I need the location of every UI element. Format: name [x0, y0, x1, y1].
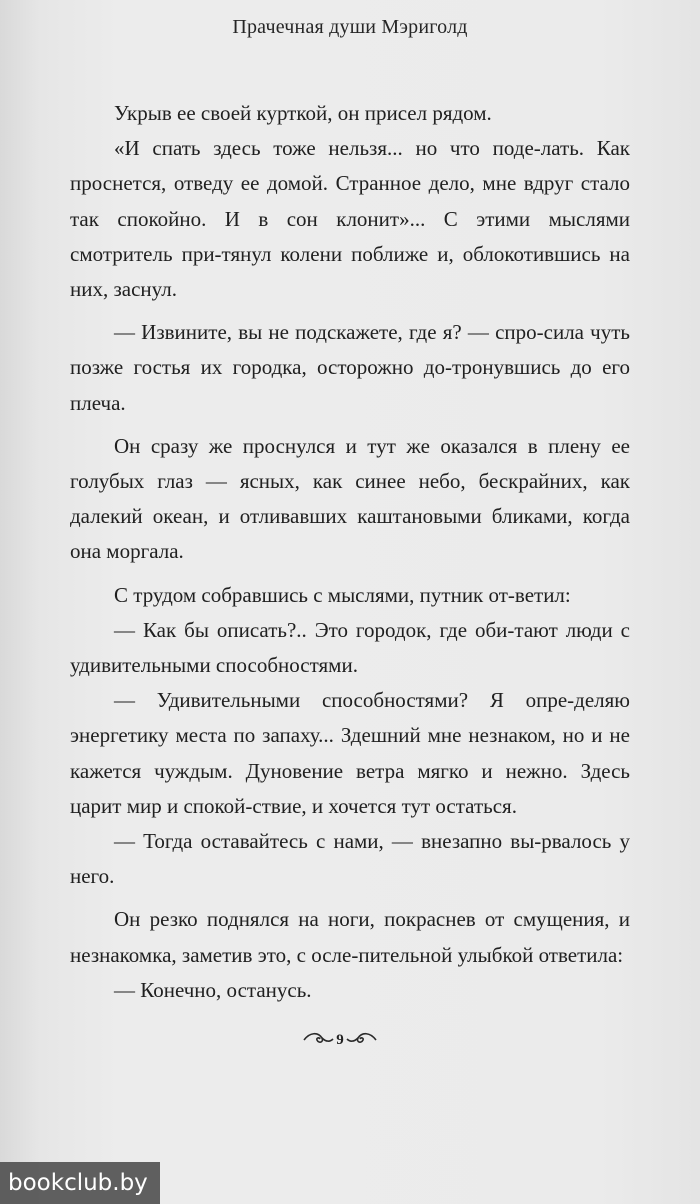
- paragraph: С трудом собравшись с мыслями, путник от-ветил:: [114, 582, 571, 607]
- paragraph: — Удивительными способностями? Я опре-деляю энергетику места по запаху... Здешний мне незнаком, но и не кажется чуждым. Дуновение ветра мягко и нежно. Здесь царит мир и спокой-ствие, и хочется тут остаться.: [70, 688, 630, 818]
- paragraph: — Тогда оставайтесь с нами, — внезапно вы-рвалось у него.: [70, 829, 630, 889]
- body-text: [70, 96, 630, 1008]
- page-number-ornament-icon: [300, 1028, 380, 1050]
- paragraph: «И спать здесь тоже нельзя... но что поде-лать. Как проснется, отведу ее домой. Странное дело, мне вдруг стало так спокойно. И в сон клонит»... С этими мыслями смотритель при-тянул колени поближе и, облокотившись на них, заснул.: [70, 136, 630, 302]
- page-number: 9: [336, 1032, 344, 1048]
- paragraph: — Извините, вы не подскажете, где я? — спро-сила чуть позже гостья их городка, осторожно до-тронувшись до его плеча.: [70, 320, 630, 415]
- paragraph: Он резко поднялся на ноги, покраснев от смущения, и незнакомка, заметив это, с осле-пительной улыбкой ответила:: [70, 907, 630, 967]
- running-title: Прачечная души Мэриголд: [232, 16, 468, 38]
- paragraph: — Как бы описать?.. Это городок, где оби-тают люди с удивительными способностями.: [70, 617, 630, 678]
- paragraph: — Конечно, останусь.: [114, 977, 312, 1002]
- paragraph: Он сразу же проснулся и тут же оказался в плену ее голубых глаз — ясных, как синее небо, бескрайних, как далекий океан, и отливавших каштановыми бликами, когда она моргала.: [70, 433, 630, 564]
- paragraph: Укрыв ее своей курткой, он присел рядом.: [114, 101, 492, 125]
- watermark-logo: bookclub.by: [0, 1162, 160, 1204]
